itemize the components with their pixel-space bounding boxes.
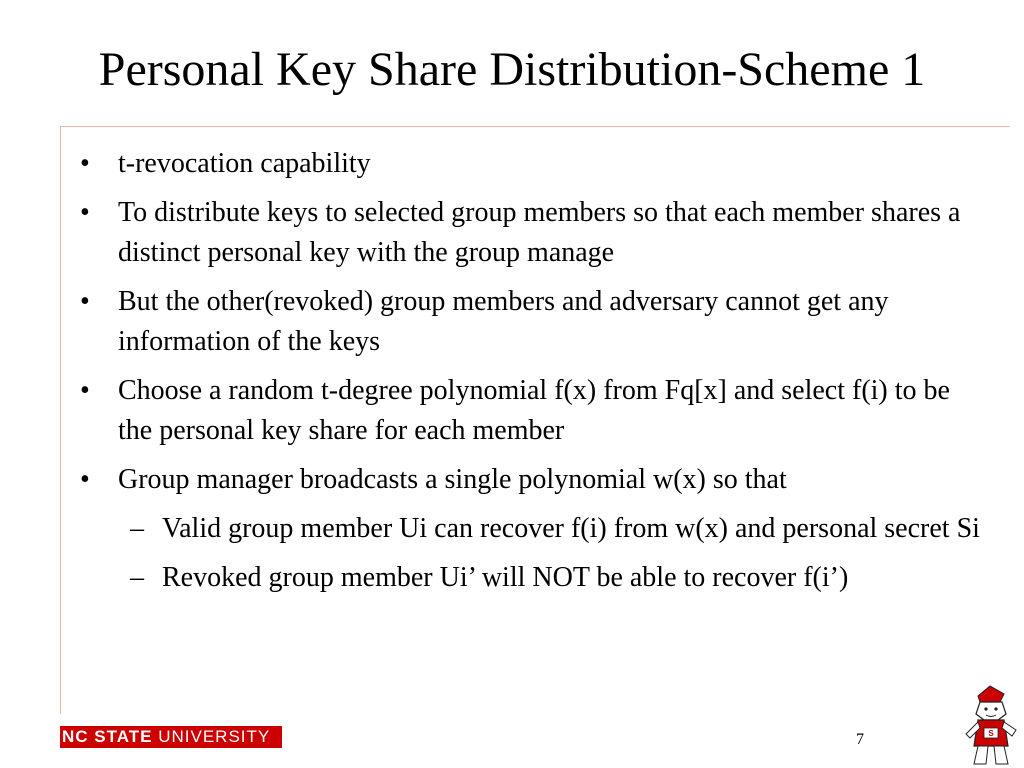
bullet-item (80, 282, 980, 362)
bullet-marker: • (80, 464, 90, 495)
sub-bullet-item (80, 558, 980, 598)
sub-bullet-text: Revoked group member Ui’ will NOT be able to recover f(i’) (162, 562, 849, 593)
bullet-marker: • (80, 148, 90, 179)
bullet-text: Choose a random t-degree polynomial f(x) from Fq[x] and select f(i) to be the personal key share for each member (118, 375, 950, 446)
page-number: 7 (856, 731, 864, 748)
sub-bullet-item (80, 509, 980, 549)
slide-title: Personal Key Share Distribution-Scheme 1 (98, 43, 926, 96)
frame-left-rule (60, 126, 61, 714)
bullet-item (80, 460, 980, 500)
bullet-text: To distribute keys to selected group members so that each member shares a distinct personal key with the group manage (118, 197, 961, 268)
wolf-mascot-icon (960, 684, 1020, 768)
bullet-list (80, 144, 980, 607)
bullet-text: Group manager broadcasts a single polynomial w(x) so that (118, 464, 787, 495)
bullet-item (80, 193, 980, 273)
logo-text-bold: NC STATE (62, 727, 153, 746)
bullet-marker: • (80, 286, 90, 317)
bullet-item (80, 371, 980, 451)
logo-text-light: UNIVERSITY (152, 727, 271, 746)
sub-bullet-marker: – (130, 513, 144, 544)
bullet-marker: • (80, 197, 90, 228)
sub-bullet-marker: – (130, 562, 144, 593)
bullet-text: But the other(revoked) group members and adversary cannot get any information of the keys (118, 286, 889, 357)
nc-state-logo (60, 726, 282, 748)
frame-top-rule (60, 126, 1010, 127)
bullet-text: t-revocation capability (118, 148, 371, 179)
bullet-item (80, 144, 980, 184)
bullet-marker: • (80, 375, 90, 406)
svg-text:S: S (988, 729, 994, 738)
sub-bullet-text: Valid group member Ui can recover f(i) from w(x) and personal secret Si (162, 513, 980, 544)
